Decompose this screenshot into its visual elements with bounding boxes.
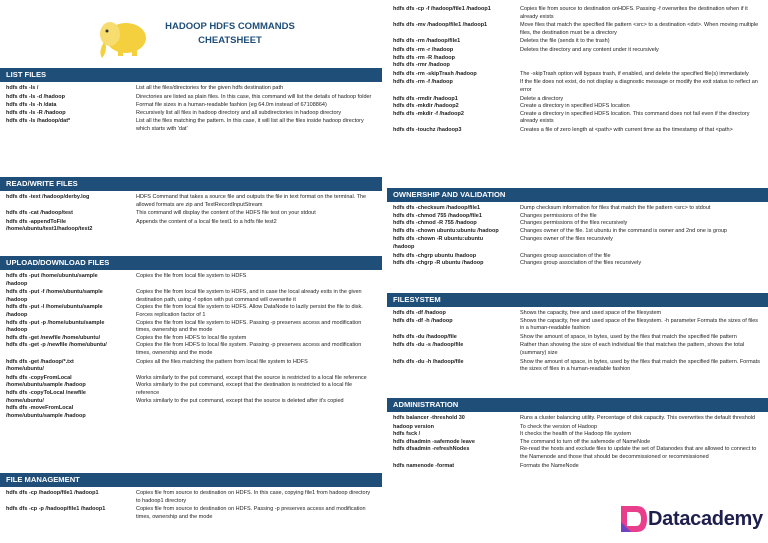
command-text: hdfs dfs -chown -R ubuntu:ubuntu /hadoop <box>393 236 484 250</box>
command-description: Copies the file from local file system to HDFS <box>136 273 247 279</box>
command-row <box>387 6 768 21</box>
section-heading: FILESYSTEM <box>387 293 768 307</box>
command-row <box>387 205 768 235</box>
command-description: Rather than showing the size of each individual file that matches the pattern, shows the total (summary) size <box>520 342 745 356</box>
command-description: Copies file from source to destination onHDFS. Passing -f overwrites the destination when if it already exists <box>520 6 748 20</box>
command-row <box>0 273 382 288</box>
section-ownership <box>387 183 768 269</box>
section-file-management-continued <box>387 6 768 136</box>
command-description: If the file does not exist, do not display a diagnostic message or modify the exit status to reflect an error <box>520 79 758 93</box>
command-text: hdfs dfs -mv /hadoop/file1 /hadoop1 <box>393 22 488 29</box>
section-heading: READ/WRITE FILES <box>0 177 382 191</box>
section-heading: FILE MANAGEMENT <box>0 473 382 487</box>
section-administration <box>387 393 768 471</box>
command-description: Directories are listed as plain files. In this case, this command will list the details of hadoop folder <box>136 93 372 100</box>
command-text: hdfs dfs -du /hadoop/file <box>393 333 457 340</box>
command-text: hdfs dfs -rm -f /hadoop <box>393 79 453 86</box>
command-row <box>387 79 768 94</box>
command-row <box>387 71 768 79</box>
command-row <box>0 85 382 93</box>
command-row <box>387 47 768 70</box>
command-description: Works similarly to the put command, except that the source is restricted to a local file reference Works similarly to the put command, except that the destination is restricted to a local file reference Works similarly to the put command, except that the source is deleted after it's copied <box>136 374 367 404</box>
command-text: hdfs dfs -cat /hadoop/test <box>6 210 73 217</box>
command-row <box>387 334 768 342</box>
command-description: Delete a directory Create a directory in specified HDFS location Create a directory in specified HDFS location. This command does not fail even if the directory already exists <box>520 95 750 125</box>
command-description: Runs a cluster balancing utility. Percentage of disk capacity. This overwrites the default threshold <box>520 415 756 421</box>
command-text: hdfs dfs -copyFromLocal /home/ubuntu/sample /hadoop hdfs dfs -copyToLocal /newfile /home/ubuntu/ hdfs dfs -moveFromLocal /home/ubuntu/sample /hadoop <box>6 374 86 419</box>
command-description: To check the version of Hadoop It checks the health of the Hadoop file system The command to turn off the safemode of NameNode Re-read the hosts and exclude files to update the set of Datanodes that are allowed to connect to the Namenode and those that should be decommissioned or recommissioned <box>520 423 757 460</box>
command-description: Shows the capacity, free and used space of the filesystem Shows the capacity, free and used space of the filesystem. -h parameter Formats the sizes of files in a human-readable fashion <box>520 310 759 332</box>
command-text: hdfs dfs -cp /hadoop/file1 /hadoop1 <box>6 490 99 496</box>
command-description: Appends the content of a local file test1 to a hdfs file test2 <box>136 218 277 225</box>
command-description: List all the files/directories for the given hdfs destination path <box>136 85 284 91</box>
command-text: hdfs dfs -put /home/ubuntu/sample /hadoop <box>6 273 98 287</box>
command-row <box>387 415 768 423</box>
command-text: hdfs dfs -rmdir /hadoop1 hdfs dfs -mkdir /hadoop2 hdfs dfs -mkdir -f /hadoop2 <box>393 95 464 117</box>
command-row <box>387 38 768 46</box>
section-upload-download <box>0 251 382 421</box>
command-row <box>387 96 768 126</box>
command-row <box>0 194 382 209</box>
command-row <box>0 94 382 102</box>
command-row <box>0 289 382 357</box>
command-text: hdfs dfs -text /hadoop/derby.log <box>6 194 90 200</box>
command-text: hdfs dfs -cp -f /hadoop/file1 /hadoop1 <box>393 6 491 12</box>
command-description: Changes group association of the file Changes group association of the files recursively <box>520 252 642 267</box>
command-text: hdfs dfs -df /hadoop hdfs dfs -df -h /hadoop <box>393 310 453 324</box>
command-description: Move files that match the specified file pattern <src> to a destination <dst>. When moving multiple files, the destination must be a directory <box>520 22 759 36</box>
command-text: hdfs dfs -rm -skipTrash /hadoop <box>393 70 477 77</box>
command-text: hdfs dfs -appendToFile /home/ubuntu/test1/hadoop/test2 <box>6 218 93 233</box>
section-heading: LIST FILES <box>0 68 382 82</box>
command-description: The -skipTrash option will bypass trash, if enabled, and delete the specified file(s) immediately <box>520 70 749 77</box>
command-row <box>387 310 768 333</box>
command-text: hdfs dfs -checksum /hadoop/file1 hdfs dfs -chmod 755 /hadoop/file1 hdfs dfs -chmod -R 755 /hadoop hdfs dfs -chown ubuntu:ubuntu /hadoop <box>393 205 499 234</box>
command-text: hdfs balancer -threshold 30 <box>393 415 465 421</box>
hadoop-elephant-icon <box>92 14 152 60</box>
command-row <box>387 236 768 251</box>
command-row <box>387 342 768 357</box>
command-row <box>387 359 768 374</box>
section-heading: ADMINISTRATION <box>387 398 768 412</box>
section-list-files <box>0 63 382 135</box>
command-text: hadoop version hdfs fsck / hdfs dfsadmin -safemode leave hdfs dfsadmin -refreshNodes <box>393 423 475 453</box>
command-description: Show the amount of space, in bytes, used by the files that match the specified file pattern <box>520 333 737 340</box>
command-text: hdfs dfs -get /hadoop/*.txt /home/ubuntu/ <box>6 358 74 373</box>
command-row <box>0 210 382 218</box>
command-description: Copies file from source to destination on HDFS. In this case, copying file1 from hadoop directory to hadoop1 directory <box>136 490 371 504</box>
command-text: hdfs dfs -ls -d /hadoop <box>6 93 65 100</box>
command-description: Creates a file of zero length at <path> with current time as the timestamp of that <path> <box>520 126 733 133</box>
command-description: Format file sizes in a human-readable fashion (eg 64.0m instead of 67108864) Recursively list all files in hadoop directory and all subdirectories in hadoop directory <box>136 102 342 116</box>
command-text: hdfs dfs -ls /hadoop/dat* <box>6 118 71 125</box>
command-text: hdfs dfs -ls / <box>6 85 39 91</box>
command-description: Changes owner of the files recursively <box>520 236 613 243</box>
command-text: hdfs dfs -chgrp ubuntu /hadoop hdfs dfs -chgrp -R ubuntu /hadoop <box>393 252 484 267</box>
section-read-write <box>0 172 382 235</box>
section-file-management <box>0 468 382 522</box>
command-text: hdfs dfs -touchz /hadoop3 <box>393 126 462 133</box>
command-description: Dump checksum information for files that match the file pattern <src> to stdout Changes permissions of the file Changes permissions of the files recursively Changes owner of the file. 1st ubuntu in the command is owner and 2nd one is group <box>520 205 727 234</box>
command-description: Copies all the files matching the pattern from local file system to HDFS <box>136 358 308 365</box>
command-description: Deletes the file (sends it to the trash) <box>520 38 610 45</box>
command-row <box>387 424 768 462</box>
command-row <box>387 463 768 471</box>
command-row <box>387 22 768 37</box>
command-row <box>0 506 382 521</box>
command-text: hdfs dfs -ls -h /data hdfs dfs -ls -R /hadoop <box>6 102 66 116</box>
command-description: Copies file from source to destination on HDFS. Passing -p preserves access and modification times, ownership and the mode <box>136 506 366 520</box>
section-heading: OWNERSHIP AND VALIDATION <box>387 188 768 202</box>
command-text: hdfs dfs -put -f /home/ubuntu/sample /hadoop hdfs dfs -put -l /home/ubuntu/sample /hadoop hdfs dfs -put -p /home/ubuntu/sample /hadoop hdfs dfs -get /newfile /home/ubuntu/ hdfs dfs -get -p /newfile /home/ubuntu/ <box>6 289 107 349</box>
command-row <box>0 102 382 117</box>
section-heading: UPLOAD/DOWNLOAD FILES <box>0 256 382 270</box>
brand-name: Datacademy <box>648 508 763 530</box>
command-text: hdfs dfs -du -s /hadoop/file <box>393 342 464 349</box>
command-description: This command will display the content of the HDFS file test on your stdout <box>136 210 316 217</box>
command-description: Formats the NameNode <box>520 462 579 469</box>
command-text: hdfs dfs -cp -p /hadoop/file1 /hadoop1 <box>6 506 106 513</box>
command-text: hdfs dfs -du -h /hadoop/file <box>393 358 464 365</box>
command-row <box>0 375 382 421</box>
command-text: hdfs namenode -format <box>393 462 455 469</box>
command-row <box>0 359 382 374</box>
command-description: HDFS Command that takes a source file and outputs the file in text format on the terminal. The allowed formats are zip and TextRecordInputStream <box>136 194 367 208</box>
command-description: List all the files matching the pattern. In this case, it will list all the files inside hadoop directory which starts with 'dat' <box>136 118 364 132</box>
section-filesystem <box>387 288 768 375</box>
command-description: Deletes the directory and any content under it recursively <box>520 46 659 53</box>
command-row <box>0 118 382 133</box>
command-row <box>387 253 768 268</box>
command-text: hdfs dfs -rm -r /hadoop hdfs dfs -rm -R /hadoop hdfs dfs -rmr /hadoop <box>393 46 456 69</box>
command-row <box>0 490 382 505</box>
command-description: Show the amount of space, in bytes, used by the files that match the specified file pattern. Formats the sizes of files in a human-readable fashion <box>520 358 760 373</box>
command-row <box>387 127 768 135</box>
command-row <box>0 219 382 234</box>
command-text: hdfs dfs -rm /hadoop/file1 <box>393 38 461 45</box>
command-description: Copies the file from local file system to HDFS, and in case the local already exits in the given destination path, using -f option with put command will overwrite it Copies the file from local file system to HDFS. Allow DataNode to lazily persist the file to disk. Forces replication factor of 1 Copies the file from local file system to HDFS. Passing -p preserves access and modification times, ownership and the mode Copies the file from HDFS to local file system Copies the file from HDFS to local file system. Passing -p preserves access and modification times, ownership and the mode <box>136 289 363 356</box>
page-title: HADOOP HDFS COMMANDS CHEATSHEET <box>165 21 295 46</box>
